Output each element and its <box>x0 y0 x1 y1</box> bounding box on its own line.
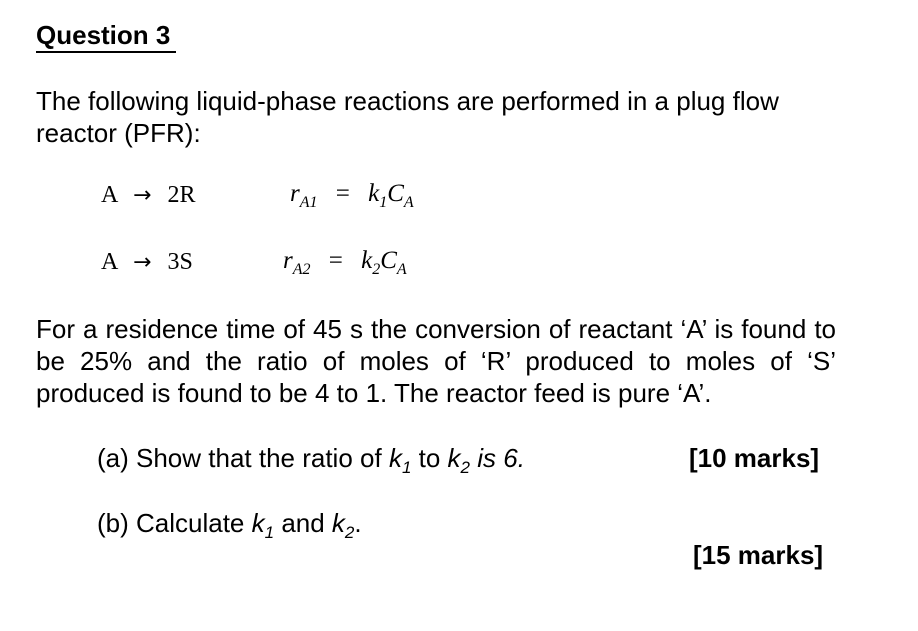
part-b-mid: and <box>274 508 332 538</box>
reaction-1 <box>101 182 195 209</box>
part-a-suffix: is 6. <box>470 443 525 473</box>
part-b <box>97 508 362 543</box>
rate-law-1 <box>290 180 414 212</box>
rate-2-symbol: r <box>283 247 293 274</box>
reaction-2 <box>101 249 193 276</box>
part-a-k1: k <box>388 443 402 473</box>
reaction-1-product: 2R <box>167 182 196 208</box>
part-b-k1-subscript: 1 <box>264 523 275 543</box>
part-a-mid: to <box>411 443 448 473</box>
rate-2-c: C <box>380 247 397 274</box>
intro-paragraph: The following liquid-phase reactions are performed in a plug flow reactor (PFR): <box>36 86 779 148</box>
part-b-marks: [15 marks] <box>693 540 824 570</box>
part-a-k2-subscript: 2 <box>460 458 471 478</box>
rate-2-subscript: A2 <box>292 261 311 278</box>
part-a-prefix: (a) Show that the ratio of <box>97 443 389 473</box>
rate-2-k: k <box>361 247 373 274</box>
rate-2-equals: = <box>328 247 343 274</box>
part-a-marks: [10 marks] <box>689 443 820 473</box>
arrow-icon: → <box>133 183 152 208</box>
part-b-suffix: . <box>354 508 362 538</box>
question-title-text: Question 3 <box>36 20 176 53</box>
part-b-k1: k <box>251 508 265 538</box>
arrow-icon: → <box>133 250 152 275</box>
rate-1-k-subscript: 1 <box>379 194 388 211</box>
rate-1-c: C <box>387 180 404 207</box>
rate-2-c-subscript: A <box>396 261 407 278</box>
problem-statement: For a residence time of 45 s the conversion of reactant ‘A’ is found to be 25% and the ratio of moles of ‘R’ produced to moles of ‘S’ produced is found to be 4 to 1. The reactor feed is pure ‘A’. <box>36 314 836 408</box>
question-title <box>36 20 176 51</box>
rate-1-c-subscript: A <box>403 194 414 211</box>
reaction-2-reactant: A <box>101 249 118 275</box>
rate-law-2 <box>283 247 407 279</box>
reaction-1-reactant: A <box>101 182 118 208</box>
rate-1-equals: = <box>335 180 350 207</box>
part-a-k1-subscript: 1 <box>401 458 412 478</box>
part-a <box>97 443 525 478</box>
rate-1-symbol: r <box>290 180 300 207</box>
part-b-k2-subscript: 2 <box>344 523 355 543</box>
reaction-2-product: 3S <box>167 249 193 275</box>
part-b-prefix: (b) Calculate <box>97 508 252 538</box>
rate-2-k-subscript: 2 <box>372 261 381 278</box>
part-a-k2: k <box>447 443 461 473</box>
rate-1-k: k <box>368 180 380 207</box>
part-b-k2: k <box>331 508 345 538</box>
rate-1-subscript: A1 <box>299 194 318 211</box>
